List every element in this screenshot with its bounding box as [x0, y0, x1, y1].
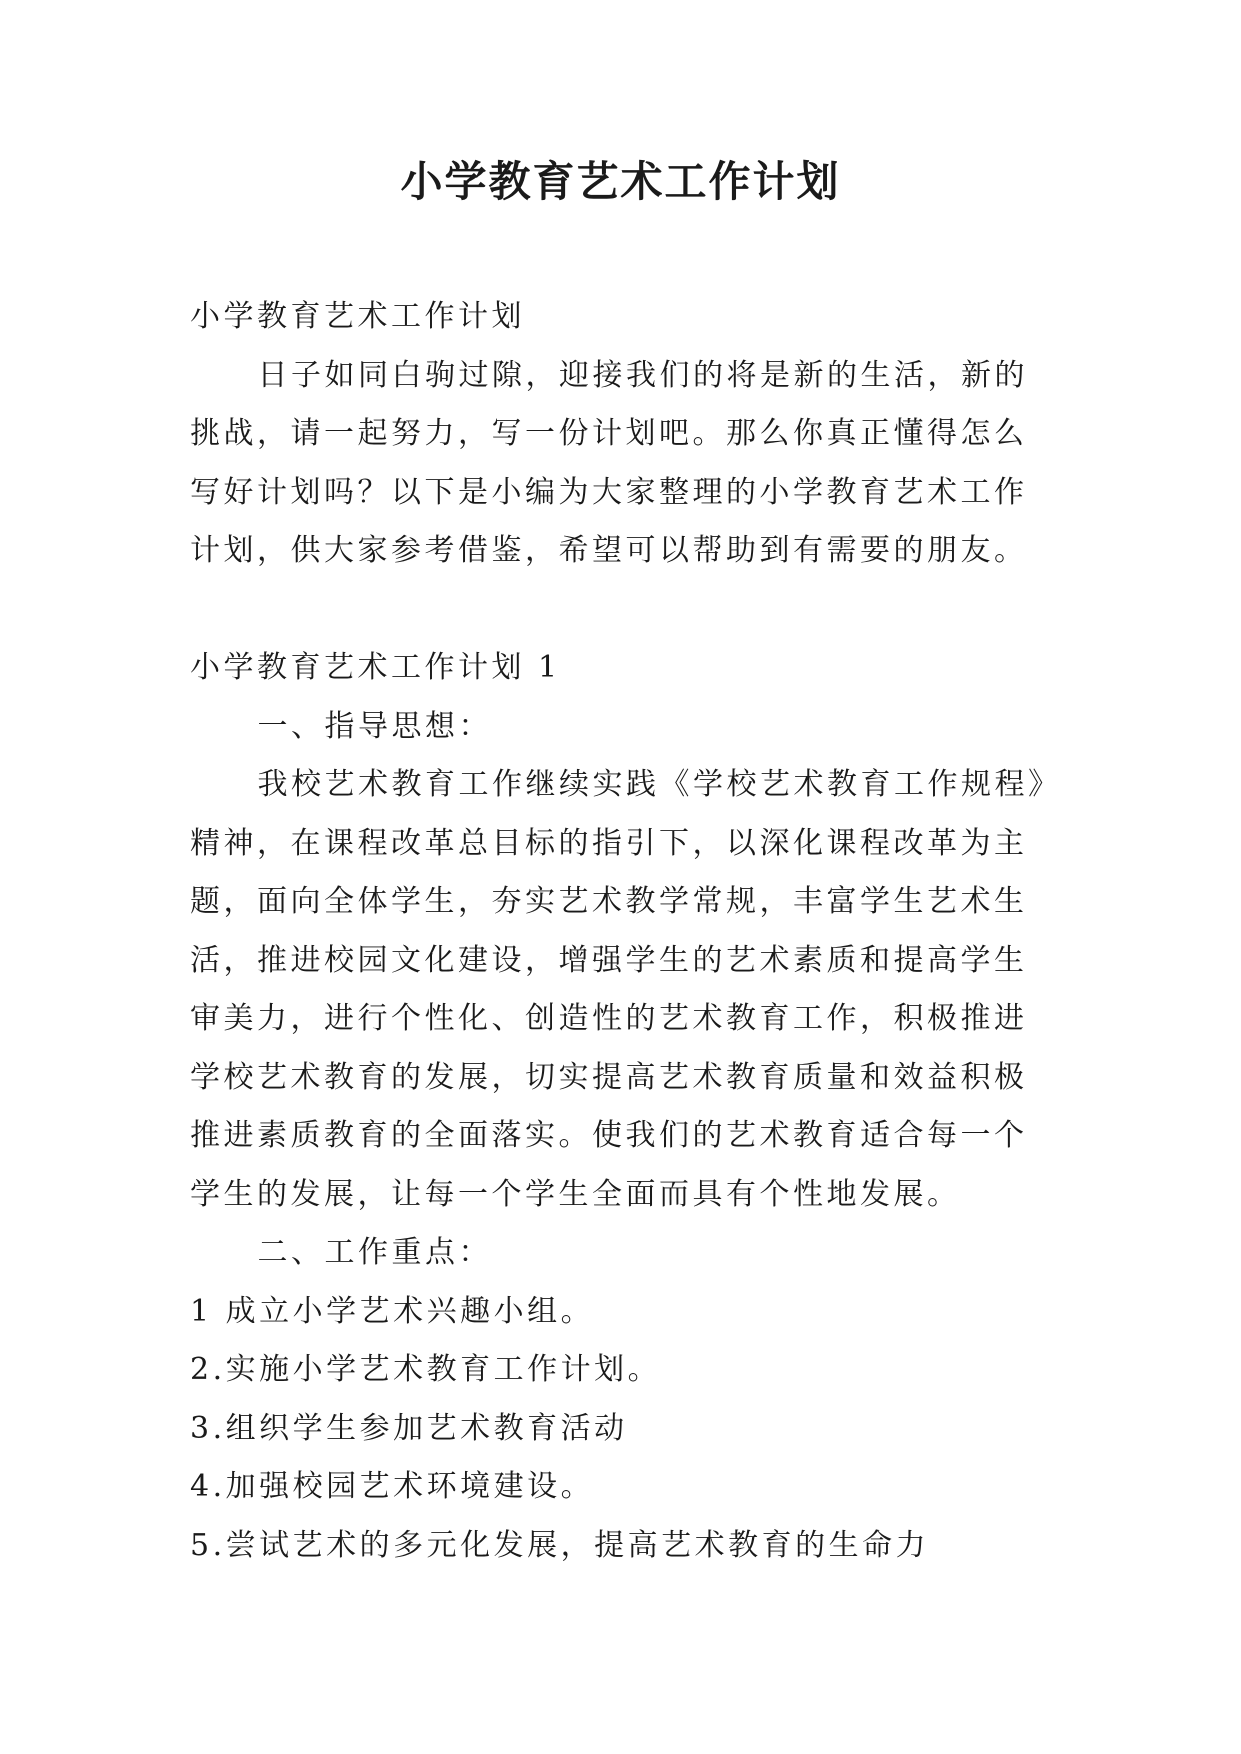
focus-item-3: 3.组织学生参加艺术教育活动	[190, 1410, 628, 1446]
focus-item-5: 5.尝试艺术的多元化发展，提高艺术教育的生命力	[190, 1527, 930, 1563]
document-body	[190, 288, 1050, 1575]
heading-guiding-thought: 一、指导思想：	[257, 708, 492, 744]
paragraph-spacer	[190, 581, 1050, 640]
focus-item-4: 4.加强校园艺术环境建设。	[190, 1469, 595, 1504]
focus-item-2: 2.实施小学艺术教育工作计划。	[190, 1352, 662, 1387]
guiding-thought-paragraph: 我校艺术教育工作继续实践《学校艺术教育工作规程》精神，在课程改革总目标的指引下，以深化课程改革为主题，面向全体学生，夯实艺术教学常规，丰富学生艺术生活，推进校园文化建设，增强学生的艺术素质和提高学生审美力，进行个性化、创造性的艺术教育工作，积极推进学校艺术教育的发展，切实提高艺术教育质量和效益积极推进素质教育的全面落实。使我们的艺术教育适合每一个学生的发展，让每一个学生全面而具有个性地发展。	[190, 767, 1047, 1212]
document-title: 小学教育艺术工作计划	[400, 157, 841, 206]
focus-item-1: 1 成立小学艺术兴趣小组。	[190, 1293, 595, 1329]
section-title: 小学教育艺术工作计划 1	[190, 650, 561, 685]
intro-paragraph: 日子如同白驹过隙，迎接我们的将是新的生活，新的挑战，请一起努力，写一份计划吧。那么你真正懂得怎么写好计划吗？以下是小编为大家整理的小学教育艺术工作计划，供大家参考借鉴，希望可以帮助到有需要的朋友。	[190, 357, 1028, 568]
heading-work-focus: 二、工作重点：	[257, 1235, 492, 1270]
document-subtitle: 小学教育艺术工作计划	[190, 299, 525, 334]
